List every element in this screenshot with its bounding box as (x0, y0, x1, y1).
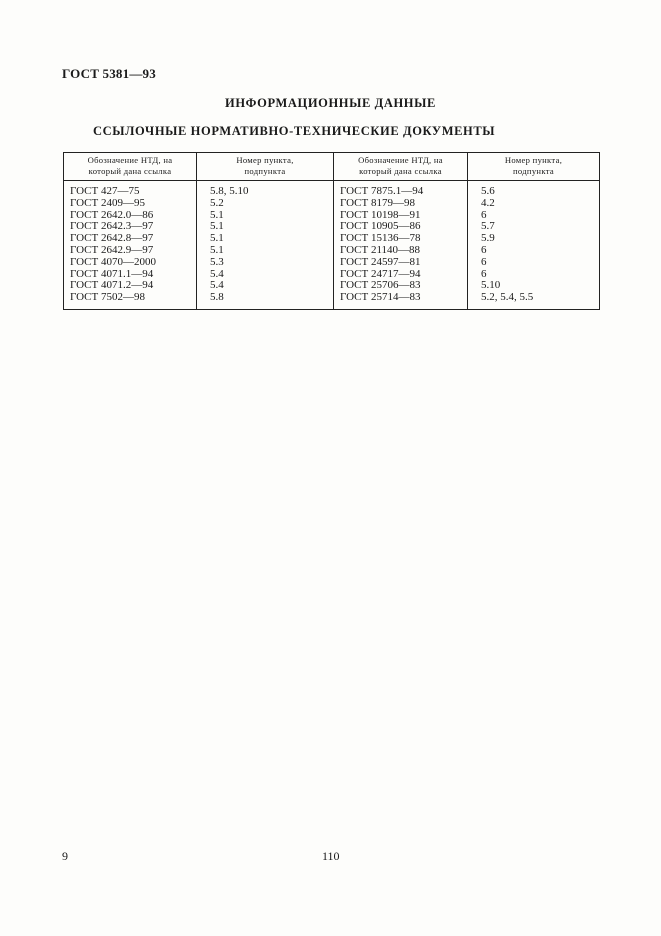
clause-cell: 5.2, 5.4, 5.5 (481, 291, 534, 304)
ntd-cell: ГОСТ 2642.8—97 (64, 233, 197, 245)
header-line: Номер пункта, (504, 155, 563, 165)
clause-cell: 5.1 (197, 221, 334, 233)
ntd-cell: ГОСТ 21140—88 (334, 245, 468, 257)
ntd-cell: ГОСТ 10905—86 (334, 221, 468, 233)
ntd-cell: ГОСТ 427—75 (64, 181, 197, 198)
document-code: ГОСТ 5381—93 (62, 66, 156, 81)
table-row (64, 181, 600, 198)
clause-cell: 5.4 (197, 280, 334, 292)
ntd-cell: ГОСТ 25706—83 (334, 280, 468, 292)
ntd-cell: ГОСТ 15136—78 (334, 233, 468, 245)
clause-cell: 5.1 (197, 210, 334, 222)
clause-cell: 5.1 (197, 245, 334, 257)
header-line: который дана ссылка (359, 166, 442, 176)
header-clause-number (197, 153, 334, 181)
ntd-cell: ГОСТ 4070—2000 (64, 257, 197, 269)
ntd-cell: ГОСТ 10198—91 (334, 210, 468, 222)
clause-cell: 5.3 (197, 257, 334, 269)
ntd-cell: ГОСТ 8179—98 (334, 198, 468, 210)
header-line: подпункта (244, 166, 286, 176)
header-clause-number (468, 153, 600, 181)
table-row (64, 257, 600, 269)
clause-cell: 5.10 (481, 279, 501, 292)
section-title: ИНФОРМАЦИОННЫЕ ДАННЫЕ (225, 96, 436, 110)
ntd-cell: ГОСТ 25714—83 (334, 292, 468, 309)
ntd-cell: ГОСТ 4071.1—94 (64, 269, 197, 281)
section-subtitle: ССЫЛОЧНЫЕ НОРМАТИВНО-ТЕХНИЧЕСКИЕ ДОКУМЕНТЫ (93, 124, 496, 138)
footer-left-number: 9 (62, 849, 68, 863)
table-row (64, 198, 600, 210)
ntd-cell: ГОСТ 2642.0—86 (64, 210, 197, 222)
header-line: Номер пункта, (236, 155, 294, 165)
clause-cell: 6 (481, 267, 487, 280)
header-line: Обозначение НТД, на (87, 155, 173, 165)
ntd-cell: ГОСТ 2409—95 (64, 198, 197, 210)
header-line: который дана ссылка (88, 166, 172, 176)
clause-cell: 5.2 (197, 198, 334, 210)
clause-cell: 6 (481, 255, 487, 268)
references-table (63, 152, 600, 310)
table-header-row (64, 153, 600, 181)
page-number: 110 (322, 849, 340, 863)
ntd-cell: ГОСТ 2642.3—97 (64, 221, 197, 233)
clause-cell: 6 (481, 208, 487, 221)
clause-cell: 5.6 (481, 185, 495, 197)
ntd-cell: ГОСТ 4071.2—94 (64, 280, 197, 292)
clause-cell: 5.9 (481, 232, 495, 245)
header-line: подпункта (513, 166, 554, 176)
clause-cell: 5.4 (197, 269, 334, 281)
ntd-cell: ГОСТ 7875.1—94 (334, 181, 468, 198)
table-row (64, 292, 600, 309)
clause-cell: 5.8, 5.10 (197, 181, 334, 198)
clause-cell: 4.2 (481, 196, 495, 209)
ntd-cell: ГОСТ 2642.9—97 (64, 245, 197, 257)
header-line: Обозначение НТД, на (358, 155, 443, 165)
clause-cell: 5.8 (197, 292, 334, 309)
clause-cell: 5.7 (481, 220, 495, 233)
header-ntd-designation (334, 153, 468, 181)
ntd-cell: ГОСТ 24717—94 (334, 269, 468, 281)
clause-cell: 6 (481, 243, 487, 256)
clause-cell: 5.1 (197, 233, 334, 245)
header-ntd-designation (64, 153, 197, 181)
table-row (64, 245, 600, 257)
ntd-cell: ГОСТ 7502—98 (64, 292, 197, 309)
ntd-cell: ГОСТ 24597—81 (334, 257, 468, 269)
